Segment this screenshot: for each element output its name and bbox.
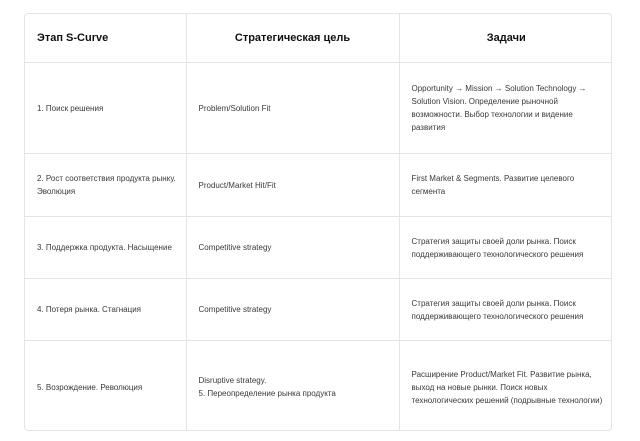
goal-cell <box>186 217 399 279</box>
header-stage: Этап S-Curve <box>25 14 186 63</box>
goal-cell <box>186 63 399 154</box>
s-curve-table-card <box>24 13 612 431</box>
table-row <box>25 217 612 279</box>
goal-cell <box>186 341 399 432</box>
tasks-cell: Стратегия защиты своей доли рынка. Поиск поддерживающего технологического решения <box>399 217 612 279</box>
s-curve-table <box>25 14 612 431</box>
goal-text: Competitive strategy <box>198 305 272 314</box>
tasks-cell: Стратегия защиты своей доли рынка. Поиск поддерживающего технологического решения <box>399 279 612 341</box>
goal-text: Disruptive strategy. <box>198 376 267 385</box>
goal-text: Competitive strategy <box>198 243 272 252</box>
table-row <box>25 154 612 217</box>
header-strategic-goal: Стратегическая цель <box>186 14 399 63</box>
stage-cell: 2. Рост соответствия продукта рынку. Эволюция <box>25 154 186 217</box>
tasks-cell: Opportunity → Mission → Solution Technology → Solution Vision. Определение рыночной возможности. Выбор технологии и видение развития <box>399 63 612 154</box>
table-row <box>25 63 612 154</box>
stage-cell: 3. Поддержка продукта. Насыщение <box>25 217 186 279</box>
goal-text: 5. Переопределение рынка продукта <box>198 389 336 398</box>
goal-cell <box>186 154 399 217</box>
tasks-cell: First Market & Segments. Развитие целевого сегмента <box>399 154 612 217</box>
goal-cell <box>186 279 399 341</box>
table-row <box>25 341 612 432</box>
stage-cell: 5. Возрождение. Революция <box>25 341 186 432</box>
goal-text: Product/Market Hit/Fit <box>198 180 276 190</box>
tasks-cell: Расширение Product/Market Fit. Развитие рынка, выход на новые рынки. Поиск новых технологических решений (подрывные технологии) <box>399 341 612 432</box>
stage-cell: 1. Поиск решения <box>25 63 186 154</box>
table-header-row <box>25 14 612 63</box>
goal-text: Problem/Solution Fit <box>198 103 271 113</box>
header-tasks: Задачи <box>399 14 612 63</box>
stage-cell: 4. Потеря рынка. Стагнация <box>25 279 186 341</box>
table-row <box>25 279 612 341</box>
